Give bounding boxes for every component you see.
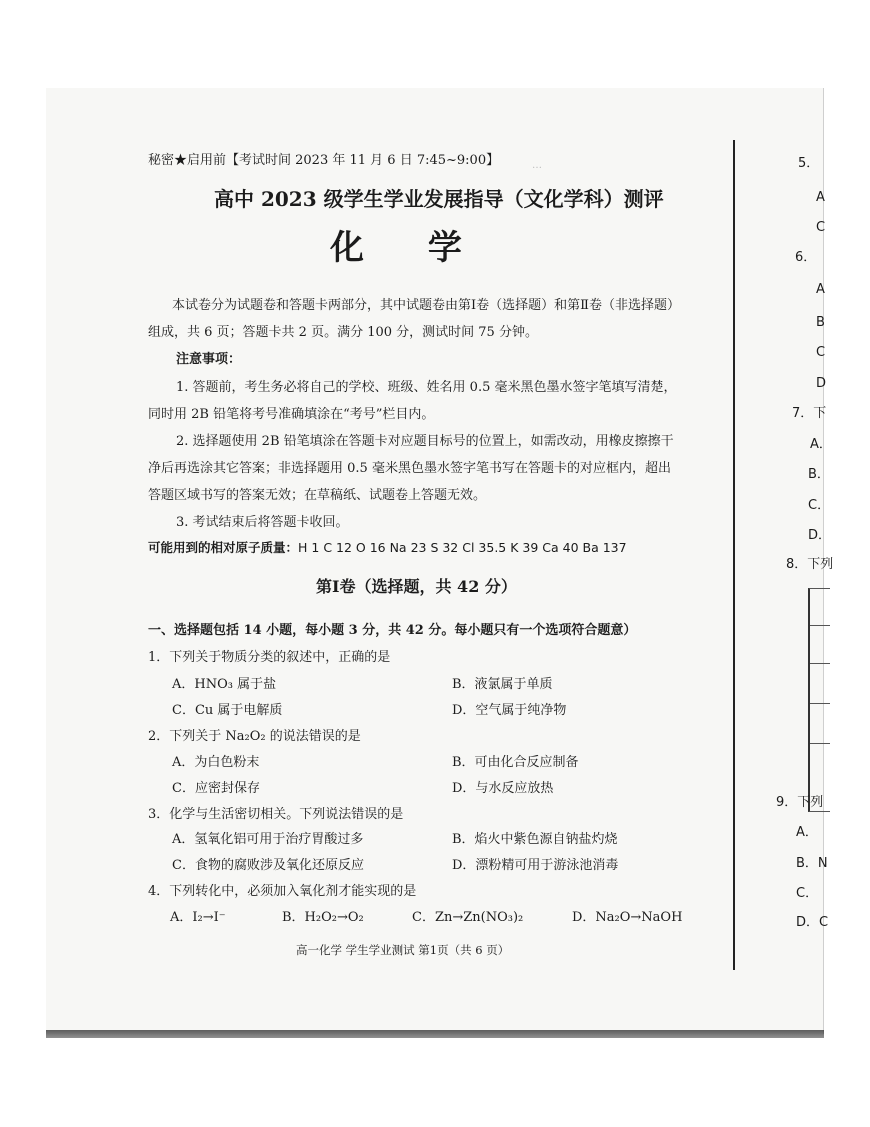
question-4-stem: 4．下列转化中，必须加入氧化剂才能实现的是 [148,884,417,899]
secret-line: 秘密★启用前【考试时间 2023 年 11 月 6 日 7:45~9:00】 [148,153,500,168]
right-q7-label: 7．下 [792,406,827,421]
question-4-option-d: D．Na₂O→NaOH [572,910,683,925]
right-q7-b: B． [808,467,830,482]
page-footer: 高一化学 学生学业测试 第1页（共 6 页） [296,943,510,957]
part1-title: 第Ⅰ卷（选择题，共 42 分） [316,577,517,596]
right-q6-d: D [816,376,827,391]
notice-heading: 注意事项： [176,352,242,367]
column-divider [733,140,735,970]
right-q8-label: 8．下列 [786,557,834,572]
question-1-option-b: B．液氯属于单质 [452,677,553,692]
table-row-line [810,663,830,664]
question-2-option-b: B．可由化合反应制备 [452,755,579,770]
question-2-stem: 2．下列关于 Na₂O₂ 的说法错误的是 [148,729,361,744]
question-3-option-d: D．漂粉精可用于游泳池消毒 [452,858,619,873]
right-q9-d: D．C [796,915,829,930]
question-1-option-a: A．HNO₃ 属于盐 [172,677,277,692]
right-q9-a: A． [796,825,818,840]
notice-item-1a: 1. 答题前，考生务必将自己的学校、班级、姓名用 0.5 毫米黑色墨水签字笔填写清楚， [176,380,677,395]
scan-edge [46,1030,824,1038]
right-q6-b: B [816,315,825,330]
right-q9-label: 9．下列 [776,795,824,810]
question-3-option-c: C．食物的腐败涉及氧化还原反应 [172,858,364,873]
question-1-stem: 1．下列关于物质分类的叙述中，正确的是 [148,650,391,665]
notice-item-2b: 净后再选涂其它答案；非选择题用 0.5 毫米黑色墨水签字笔书写在答题卡的对应框内，超出 [148,461,671,476]
notice-item-1b: 同时用 2B 铅笔将考号准确填涂在“考号”栏目内。 [148,407,435,422]
right-q5-a: A [816,190,825,205]
atomic-mass-values: H 1 C 12 O 16 Na 23 S 32 Cl 35.5 K 39 Ca 40 Ba 137 [298,540,627,555]
right-q7-a: A． [810,437,832,452]
right-q5-label: 5． [798,156,820,171]
bleed-through-text: … [532,160,542,171]
question-4-option-b: B．H₂O₂→O₂ [282,910,364,925]
question-3-stem: 3．化学与生活密切相关。下列说法错误的是 [148,807,404,822]
notice-item-3: 3. 考试结束后将答题卡收回。 [176,515,349,530]
right-q6-label: 6． [795,250,817,265]
atomic-mass-label: 可能用到的相对原子质量： [148,540,299,555]
question-2-option-a: A．为白色粉末 [172,755,260,770]
subject-title: 化 学 [330,228,488,268]
right-q9-c: C． [796,886,819,901]
right-q7-d: D． [808,528,832,543]
question-2-option-c: C．应密封保存 [172,781,260,796]
intro-line-2: 组成，共 6 页；答题卡共 2 页。满分 100 分，测试时间 75 分钟。 [148,325,538,340]
question-4-option-c: C．Zn→Zn(NO₃)₂ [412,910,524,925]
table-row-line [810,743,830,744]
right-q7-c: C． [808,498,831,513]
question-1-option-c: C．Cu 属于电解质 [172,703,283,718]
table-row-line [810,703,830,704]
question-4-option-a: A．I₂→I⁻ [170,910,226,925]
right-q9-b: B．N [796,856,828,871]
right-q6-c: C [816,345,826,360]
intro-line-1: 本试卷分为试题卷和答题卡两部分，其中试题卷由第Ⅰ卷（选择题）和第Ⅱ卷（非选择题） [172,298,680,313]
question-3-option-a: A．氢氧化铝可用于治疗胃酸过多 [172,832,364,847]
q8-table-fragment [808,588,830,812]
right-q5-c: C [816,220,826,235]
question-1-option-d: D．空气属于纯净物 [452,703,567,718]
question-3-option-b: B．焰火中紫色源自钠盐灼烧 [452,832,618,847]
atomic-mass-line [148,540,627,556]
section-heading: 一、选择题包括 14 小题，每小题 3 分，共 42 分。每小题只有一个选项符合题意） [148,623,637,638]
right-q6-a: A [816,282,825,297]
notice-item-2a: 2. 选择题使用 2B 铅笔填涂在答题卡对应题目标号的位置上，如需改动，用橡皮擦擦干 [176,434,674,449]
table-row-line [810,625,830,626]
notice-item-2c: 答题区域书写的答案无效；在草稿纸、试题卷上答题无效。 [148,488,487,503]
exam-title: 高中 2023 级学生学业发展指导（文化学科）测评 [214,187,664,211]
question-2-option-d: D．与水反应放热 [452,781,554,796]
